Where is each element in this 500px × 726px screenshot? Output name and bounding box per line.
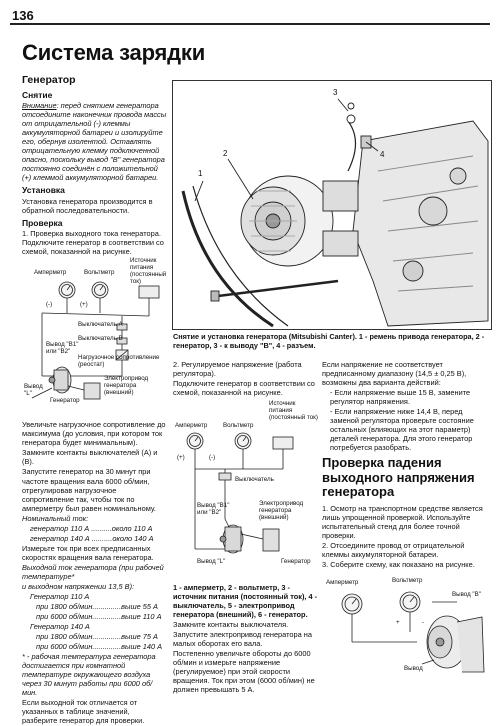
d2-plus: (+) [177, 454, 185, 462]
generator-illustration [173, 81, 491, 329]
c3-step-1: 1. Осмотр на транспортном средстве является лишь упрощенной проверкой. Используйте испытательный стенд для более точной проверки. [322, 503, 483, 541]
c2-text-1: 2. Регулируемое напряжение (работа регулятора). [173, 360, 302, 379]
d3-minus: - [422, 619, 425, 627]
output-label: Выходной ток генератора (при рабочей температуре* [22, 562, 164, 581]
after-diagram-3: Запустите генератор на 30 минут при частоте вращения вала 6000 об/мин, отрегулировав нагрузочное сопротивление так, чтобы ток по амперметру был равен номинальному. [22, 467, 156, 513]
gen140-row-1: при 1800 об/мин..............выше 75 А [36, 632, 158, 641]
nominal-row-2: генератор 140 А ..........около 140 А [30, 533, 154, 543]
d1-motor-label: Электропривод генератора (внешний) [104, 375, 149, 396]
d3-output-b-label: Вывод "B" [452, 591, 481, 599]
nominal-label: Номинальный ток: [22, 513, 89, 523]
d1-ammeter-label: Амперметр [34, 269, 67, 277]
c3-step-3: 3. Соберите схему, как показано на рисунке. [322, 560, 475, 570]
column-middle [173, 360, 323, 696]
removal-title: Снятие [22, 89, 53, 100]
gen110-row-2: при 6000 об/мин..............выше 110 А [36, 611, 162, 621]
check-title: Проверка [22, 217, 63, 228]
gen140-label: Генератор 140 А [30, 621, 90, 631]
d1-switch-b-label: Выключатель В [78, 335, 123, 343]
d2-generator-label: Генератор [281, 558, 311, 566]
d3-plus: + [396, 619, 400, 627]
footnote: * - рабочая температура генератора достигается при комнатной температуре окружающего воздуха через 30 минут работы при 6000 об/мин. [22, 652, 156, 698]
callout-4: 4 [380, 150, 385, 159]
gen110-row-1: при 1800 об/мин..............выше 55 А [36, 601, 158, 611]
gen140-row-2: при 6000 об/мин..............выше 140 А [36, 642, 163, 652]
d1-output-b-label: Вывод "B1" или "B2" [46, 341, 79, 356]
c2-after-2: Запустите электропривод генератора на малых оборотах его вала. [173, 630, 312, 649]
warning-label: Внимание [22, 101, 57, 111]
c3-text-1: Если напряжение не соответствует предписанному диапазону (14,5 ± 0,25 В), возможны два варианта действий: [322, 360, 467, 388]
nominal-row-1: генератор 110 А ..........около 110 А [30, 523, 153, 533]
d1-plus: (+) [80, 301, 88, 309]
d2-source-label: Источник питания (постоянный ток) [269, 400, 318, 421]
final-text: Если выходной ток отличается от указанных в таблице значений, разберите генератор для проверки. [22, 698, 145, 726]
page-number: 136 [12, 8, 34, 23]
install-title: Установка [22, 185, 65, 196]
output-label-2: и выходном напряжении 13,5 В): [22, 581, 135, 591]
d1-generator-label: Генератор [50, 397, 80, 405]
page-title: Система зарядки [22, 40, 206, 65]
voltage-drop-diagram [322, 572, 488, 682]
d2-switch-label: Выключатель [235, 476, 274, 484]
regulated-voltage-diagram [173, 399, 321, 581]
d3-ammeter-label: Амперметр [326, 579, 359, 587]
d2-ammeter-label: Амперметр [175, 422, 208, 430]
d3-output-label: Вывод [404, 665, 423, 673]
measure-text: Измерьте ток при всех предписанных скоростях вращения вала генератора. [22, 543, 154, 562]
after-diagram-1: Увеличьте нагрузочное сопротивление до максимума (до условия, при котором ток генератора будет минимальным). [22, 420, 166, 448]
c3-bullet-1: - Если напряжение выше 15 В, замените регулятор напряжения. [330, 388, 471, 407]
main-figure-caption: Снятие и установка генератора (Mitsubishi Canter). 1 - ремень привода генератора, 2 - генератор, 3 - к выводу "B", 4 - разъем. [173, 332, 485, 350]
callout-1: 1 [198, 169, 203, 178]
column-right [322, 360, 488, 682]
d2-output-l-label: Вывод "L" [197, 558, 226, 566]
c2-caption: 1 - амперметр, 2 - вольтметр, 3 - источник питания (постоянный ток), 4 - выключатель, 5 - электропривод генератора (внешний), 6 - генератор. [173, 583, 318, 620]
header-rule [10, 23, 490, 25]
c3-bullet-2: - Если напряжение ниже 14,4 В, перед заменой регулятора проверьте состояние остальных (влияющих на этот параметр) деталей генератора. Для этого генератор потребуется разобрать. [330, 407, 474, 453]
warning-paragraph [22, 101, 167, 182]
install-text: Установка генератора производится в обратной последовательности. [22, 196, 153, 215]
d2-voltmeter-label: Вольтметр [223, 422, 254, 430]
generator-install-figure [172, 80, 492, 330]
d1-load-label: Нагрузочное сопротивление (реостат) [78, 354, 160, 369]
d1-source-label: Источник питания (постоянный ток) [130, 257, 167, 285]
d1-switch-a-label: Выключатель А [78, 321, 123, 329]
c2-text-2: Подключите генератор в соответствии со схемой, показанной на рисунке. [173, 379, 315, 398]
warning-text: : перед снятием генератора отсоедините наконечник провода массы от отрицательной (-) клеммы аккумуляторной батареи и изолируйте его, обернув изолентой. Оставлять отрицательную клемму подключенной опасно, поскольку вывод "B" генератора постоянно соединён с положительной (+) клеммой аккумуляторной батареи. [22, 101, 167, 183]
callout-2: 2 [223, 149, 228, 158]
d2-output-b-label: Вывод "B1" или "B2" [197, 502, 230, 516]
d1-minus: (-) [46, 301, 53, 309]
c2-after-3: Постепенно увеличьте обороты до 6000 об/мин и измерьте напряжение (регулируемое) при этой скорости вращения. Ток при этом (6000 об/мин) не должен превышать 5 А. [173, 649, 315, 695]
column-left [22, 72, 167, 726]
gen110-label: Генератор 110 А [30, 591, 90, 601]
check-text: 1. Проверка выходного тока генератора. Подключите генератор в соответствии со схемой, показанной на рисунке. [22, 229, 164, 257]
c2-after-1: Замкните контакты выключателя. [173, 620, 289, 630]
d1-voltmeter-label: Вольтметр [84, 269, 115, 277]
d3-voltmeter-label: Вольтметр [392, 577, 423, 585]
output-current-diagram [22, 258, 167, 418]
c3-heading: Проверка падения выходного напряжения генератора [322, 455, 475, 500]
after-diagram-2: Замкните контакты выключателей (А) и (В). [22, 448, 158, 467]
d2-motor-label: Электропривод генератора (внешний) [259, 500, 304, 521]
callout-3: 3 [333, 88, 338, 97]
d2-minus: (-) [209, 454, 216, 462]
section-generator: Генератор [22, 74, 76, 86]
c3-step-2: 2. Отсоедините провод от отрицательной клеммы аккумуляторной батареи. [322, 541, 465, 560]
d1-output-l-label: Вывод "L" [24, 383, 43, 398]
